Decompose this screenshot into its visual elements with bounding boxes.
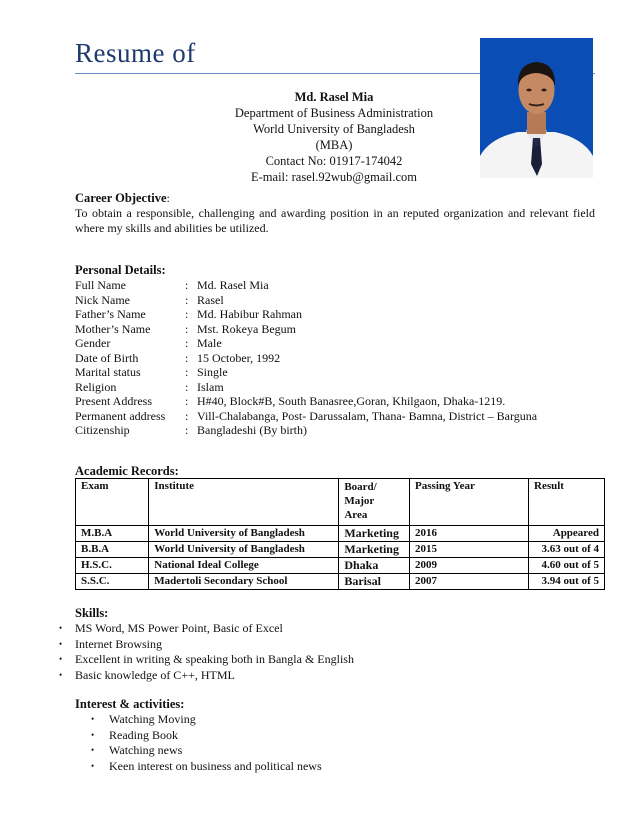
- skills-list: [59, 621, 595, 683]
- list-item: [59, 652, 595, 668]
- personal-detail-label: Nick Name: [75, 292, 130, 307]
- column-header-result: Result: [529, 479, 605, 526]
- career-objective-heading: Career Objective: [75, 191, 167, 205]
- cell-result: Appeared: [529, 526, 605, 542]
- career-objective-text: To obtain a responsible, challenging and awarding position in an reputed organization and relevant field where my skills and abilities be utilized.: [75, 206, 595, 235]
- interests-list: [75, 712, 595, 774]
- list-item: [59, 621, 595, 637]
- personal-detail-value: Md. Rasel Mia: [197, 278, 269, 292]
- bullet-icon: •: [91, 745, 95, 755]
- cell-board: Barisal: [339, 574, 410, 590]
- email: E-mail: rasel.92wub@gmail.com: [251, 170, 417, 184]
- board-header-text: Board/ Major Area: [344, 481, 377, 521]
- list-item-text: Reading Book: [109, 727, 178, 742]
- personal-detail-row: [75, 380, 595, 395]
- career-objective-colon: :: [166, 191, 170, 205]
- interests-section: [75, 697, 595, 774]
- personal-detail-value: Md. Habibur Rahman: [197, 307, 302, 321]
- university: World University of Bangladesh: [253, 122, 415, 136]
- contact-header: [200, 89, 468, 185]
- cell-institute: World University of Bangladesh: [149, 526, 339, 542]
- personal-detail-value: Vill-Chalabanga, Post- Darussalam, Thana- Bamna, District – Barguna: [197, 408, 538, 423]
- personal-detail-label: Marital status: [75, 365, 141, 379]
- list-item: [59, 667, 595, 684]
- table-row: [76, 574, 605, 590]
- cell-passing-year: 2009: [410, 558, 529, 574]
- column-header-exam: Exam: [76, 479, 149, 526]
- academic-records-heading-wrap: [75, 464, 595, 479]
- list-item-text: Watching news: [109, 743, 183, 757]
- interests-heading: Interest & activities:: [75, 697, 185, 711]
- list-item: [75, 759, 595, 775]
- personal-detail-separator: :: [185, 365, 189, 379]
- list-item: [75, 712, 595, 728]
- academic-records-heading: Academic Records:: [75, 464, 179, 478]
- personal-detail-row: [75, 351, 595, 366]
- personal-detail-row: [75, 336, 595, 351]
- list-item: [75, 743, 595, 759]
- department: Department of Business Administration: [234, 106, 434, 120]
- personal-detail-value: Islam: [197, 379, 224, 394]
- contact-number: Contact No: 01917-174042: [265, 154, 403, 168]
- skills-section: [59, 606, 595, 683]
- personal-details-heading: Personal Details:: [75, 263, 166, 277]
- cell-exam: B.B.A: [76, 542, 149, 558]
- personal-detail-separator: :: [185, 307, 189, 321]
- cell-result: 3.63 out of 4: [529, 542, 605, 558]
- cell-board: Marketing: [339, 542, 410, 558]
- personal-detail-value: 15 October, 1992: [197, 350, 281, 365]
- personal-detail-row: [75, 278, 595, 293]
- cell-board: Dhaka: [339, 558, 410, 574]
- skills-heading: Skills:: [75, 606, 109, 620]
- cell-result: 4.60 out of 5: [529, 558, 605, 574]
- personal-detail-label: Citizenship: [75, 423, 130, 437]
- personal-detail-label: Religion: [75, 379, 117, 394]
- list-item: [75, 728, 595, 744]
- personal-detail-label: Permanent address: [75, 408, 166, 423]
- personal-detail-separator: :: [185, 292, 189, 307]
- personal-detail-row: [75, 409, 595, 424]
- personal-detail-separator: :: [185, 278, 189, 292]
- column-header-institute: Institute: [149, 479, 339, 526]
- personal-detail-value: H#40, Block#B, South Banasree,Goran, Khilgaon, Dhaka-1219.: [197, 394, 506, 408]
- personal-detail-separator: :: [185, 350, 189, 365]
- personal-detail-separator: :: [185, 379, 189, 394]
- profile-photo: [480, 38, 593, 178]
- table-row: [76, 542, 605, 558]
- bullet-icon: •: [59, 654, 63, 664]
- column-header-board: [339, 479, 410, 526]
- bullet-icon: •: [59, 669, 63, 680]
- list-item-text: Watching Moving: [109, 712, 196, 726]
- personal-detail-separator: :: [185, 408, 189, 423]
- cell-passing-year: 2015: [410, 542, 529, 558]
- personal-detail-value: Bangladeshi (By birth): [197, 423, 307, 437]
- list-item: [59, 636, 595, 653]
- career-objective-section: [75, 191, 595, 236]
- cell-institute: World University of Bangladesh: [149, 542, 339, 558]
- cell-exam: S.S.C.: [76, 574, 149, 590]
- bullet-icon: •: [91, 760, 95, 771]
- list-item-text: Keen interest on business and political news: [109, 758, 322, 773]
- personal-detail-separator: :: [185, 336, 189, 350]
- bullet-icon: •: [59, 638, 63, 649]
- personal-detail-label: Date of Birth: [75, 350, 139, 365]
- cell-board: Marketing: [339, 526, 410, 542]
- personal-detail-row: [75, 307, 595, 322]
- personal-detail-value: Mst. Rokeya Begum: [197, 321, 296, 336]
- personal-detail-value: Male: [197, 336, 222, 350]
- cell-institute: National Ideal College: [149, 558, 339, 574]
- personal-detail-label: Mother’s Name: [75, 321, 151, 336]
- personal-details-list: [75, 278, 595, 438]
- bullet-icon: •: [59, 623, 63, 633]
- table-header-row: [76, 479, 605, 526]
- bullet-icon: •: [91, 729, 95, 740]
- personal-detail-row: [75, 293, 595, 308]
- cell-result: 3.94 out of 5: [529, 574, 605, 590]
- personal-detail-value: Single: [197, 365, 228, 379]
- personal-detail-separator: :: [185, 321, 189, 336]
- list-item-text: Internet Browsing: [75, 636, 162, 651]
- cell-exam: M.B.A: [76, 526, 149, 542]
- bullet-icon: •: [91, 714, 95, 724]
- personal-detail-label: Full Name: [75, 278, 126, 292]
- cell-institute: Madertoli Secondary School: [149, 574, 339, 590]
- personal-detail-value: Rasel: [197, 292, 224, 307]
- list-item-text: Excellent in writing & speaking both in Bangla & English: [75, 652, 354, 666]
- table-row: [76, 558, 605, 574]
- personal-detail-label: Father’s Name: [75, 307, 146, 321]
- personal-details-section: [75, 263, 595, 438]
- page-title: Resume of: [75, 38, 196, 68]
- personal-detail-separator: :: [185, 394, 189, 408]
- personal-detail-row: [75, 423, 595, 438]
- personal-detail-row: [75, 394, 595, 409]
- personal-detail-row: [75, 365, 595, 380]
- candidate-name: Md. Rasel Mia: [294, 90, 374, 104]
- list-item-text: Basic knowledge of C++, HTML: [75, 667, 235, 682]
- academic-records-table: [75, 478, 605, 590]
- cell-exam: H.S.C.: [76, 558, 149, 574]
- cell-passing-year: 2016: [410, 526, 529, 542]
- personal-detail-label: Present Address: [75, 394, 152, 408]
- personal-detail-separator: :: [185, 423, 189, 437]
- cell-passing-year: 2007: [410, 574, 529, 590]
- degree: (MBA): [315, 138, 353, 152]
- column-header-passing-year: Passing Year: [410, 479, 529, 526]
- personal-detail-label: Gender: [75, 336, 111, 350]
- list-item-text: MS Word, MS Power Point, Basic of Excel: [75, 621, 283, 635]
- table-row: [76, 526, 605, 542]
- personal-detail-row: [75, 322, 595, 337]
